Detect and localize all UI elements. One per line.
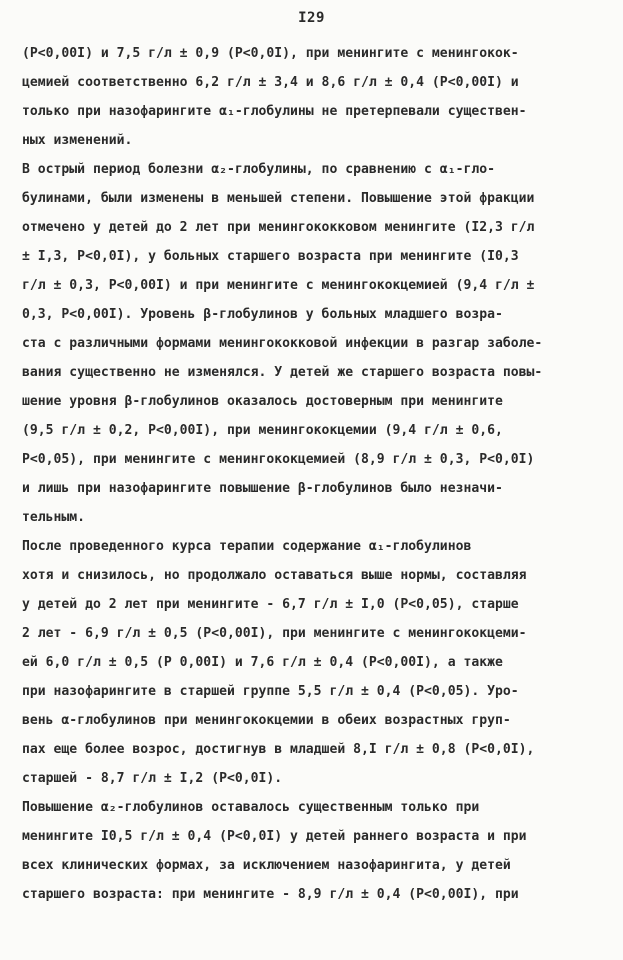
- text-line: менингите I0,5 г/л ± 0,4 (P<0,0I) у детей раннего возраста и при: [22, 829, 527, 844]
- text-line: только при назофарингите α₁-глобулины не претерпевали существен-: [22, 104, 527, 119]
- text-line: Повышение α₂-глобулинов оставалось существенным только при: [22, 800, 480, 815]
- text-line: отмечено у детей до 2 лет при менингококковом менингите (I2,3 г/л: [22, 220, 535, 235]
- text-line: ста с различными формами менингококковой инфекции в разгар заболе-: [22, 336, 543, 351]
- text-line: ей 6,0 г/л ± 0,5 (P 0,00I) и 7,6 г/л ± 0,4 (P<0,00I), а также: [22, 655, 503, 670]
- text-line: ных изменений.: [22, 133, 133, 148]
- text-line: вень α-глобулинов при менингококцемии в обеих возрастных груп-: [22, 713, 511, 728]
- text-line: В острый период болезни α₂-глобулины, по сравнению с α₁-гло-: [22, 162, 495, 177]
- text-line: булинами, были изменены в меньшей степени. Повышение этой фракции: [22, 191, 535, 206]
- text-line: вания существенно не изменялся. У детей же старшего возраста повы-: [22, 365, 543, 380]
- text-line: хотя и снизилось, но продолжало оставаться выше нормы, составляя: [22, 568, 527, 583]
- text-line: при назофарингите в старшей группе 5,5 г/л ± 0,4 (P<0,05). Уро-: [22, 684, 519, 699]
- text-line: После проведенного курса терапии содержание α₁-глобулинов: [22, 539, 472, 554]
- text-line: у детей до 2 лет при менингите - 6,7 г/л ± I,0 (P<0,05), старше: [22, 597, 519, 612]
- text-line: ± I,3, P<0,0I), у больных старшего возраста при менингите (I0,3: [22, 249, 519, 264]
- text-line: шение уровня β-глобулинов оказалось достоверным при менингите: [22, 394, 503, 409]
- text-line: всех клинических формах, за исключением назофарингита, у детей: [22, 858, 511, 873]
- text-line: P<0,05), при менингите с менингококцемией (8,9 г/л ± 0,3, P<0,0I): [22, 452, 535, 467]
- text-line: старшей - 8,7 г/л ± I,2 (P<0,0I).: [22, 771, 283, 786]
- text-line: (P<0,00I) и 7,5 г/л ± 0,9 (P<0,0I), при менингите с менингокок-: [22, 46, 519, 61]
- text-line: 0,3, P<0,00I). Уровень β-глобулинов у больных младшего возра-: [22, 307, 503, 322]
- text-line: цемией соответственно 6,2 г/л ± 3,4 и 8,6 г/л ± 0,4 (P<0,00I) и: [22, 75, 519, 90]
- text-line: (9,5 г/л ± 0,2, P<0,00I), при менингококцемии (9,4 г/л ± 0,6,: [22, 423, 503, 438]
- page-number: I29: [298, 10, 325, 26]
- text-line: тельным.: [22, 510, 86, 525]
- text-line: старшего возраста: при менингите - 8,9 г/л ± 0,4 (P<0,00I), при: [22, 887, 519, 902]
- text-line: и лишь при назофарингите повышение β-глобулинов было незначи-: [22, 481, 503, 496]
- text-line: г/л ± 0,3, P<0,00I) и при менингите с менингококцемией (9,4 г/л ±: [22, 278, 535, 293]
- text-line: пах еще более возрос, достигнув в младшей 8,I г/л ± 0,8 (P<0,0I),: [22, 742, 535, 757]
- text-line: 2 лет - 6,9 г/л ± 0,5 (P<0,00I), при менингите с менингококцеми-: [22, 626, 527, 641]
